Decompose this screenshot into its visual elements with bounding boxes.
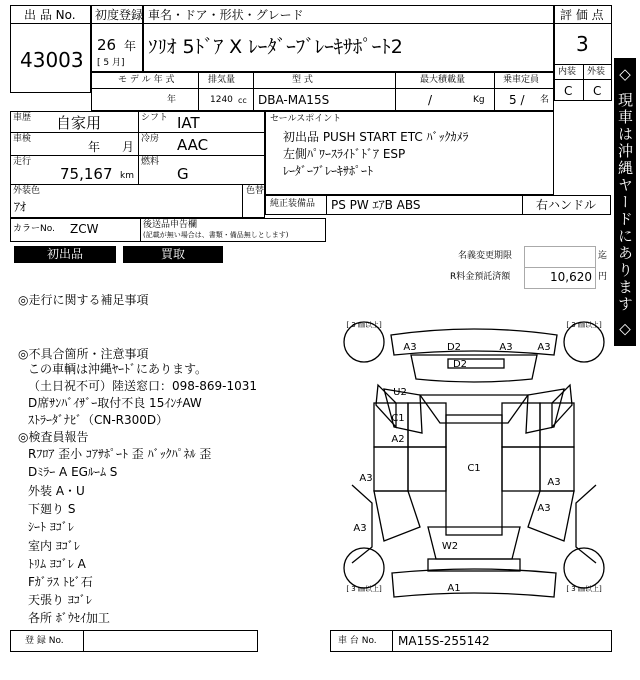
history-value: 自家用	[56, 114, 102, 132]
inspector-line-1: Rﾌﾛｱ 歪小 ｺｱｻﾎﾟｰﾄ 歪 ﾊﾞｯｸﾊﾟﾈﾙ 歪	[28, 447, 212, 461]
name-change-unit: 迄	[598, 251, 608, 261]
colorno-value: ZCW	[70, 222, 99, 236]
kg-unit: Kg	[473, 95, 485, 105]
mileage-label: 走行	[13, 157, 32, 167]
inspector-line-3: 外装 A・U	[28, 484, 85, 498]
colorno-label: カラーNo.	[13, 224, 55, 234]
inspection-label: 車検	[13, 134, 32, 144]
ext-color-label: 外装色	[13, 186, 41, 196]
insp-year: 年	[88, 140, 101, 154]
defect-heading: ◎不具合箇所・注意事項	[18, 347, 149, 361]
chassis-label: 車 台 No.	[338, 636, 377, 646]
defect-line-2: （土日祝不可）陸送窓口：098-869-1031	[28, 379, 258, 393]
inspector-line-6: 室内 ﾖｺﾞﾚ	[28, 539, 80, 553]
km-unit: km	[120, 171, 134, 181]
defect-line-1: この車輌は沖縄ﾔｰﾄﾞにあります。	[28, 362, 208, 376]
mark-fender-left: C1	[391, 413, 405, 424]
capacity-label: 乗車定員	[503, 75, 540, 85]
cc-unit: cc	[238, 96, 247, 105]
inspector-line-2: Dﾐﾗｰ A EGﾙｰﾑ S	[28, 465, 118, 479]
car-name: ｿﾘｵ 5ﾄﾞｱ X ﾚｰﾀﾞｰﾌﾞﾚｰｷｻﾎﾟｰﾄ2	[148, 36, 403, 58]
mark-quarter-left: A3	[353, 523, 367, 534]
mark-front-door-left: A2	[391, 434, 405, 445]
sales-label: セールスポイント	[270, 114, 342, 124]
defect-line-3: D席ｻﾝﾊﾞｲｻﾞｰ取付不良 15ｲﾝﾁAW	[28, 396, 202, 410]
lot-number: 43003	[20, 48, 84, 72]
equip-label: 純正装備品	[270, 199, 316, 209]
mark-front-corner-left: U2	[393, 387, 407, 398]
sales-line-1: 初出品 PUSH START ETC ﾊﾞｯｸｶﾒﾗ	[283, 130, 469, 144]
tire-label-rl: [ 3 ㎜以上]	[346, 585, 382, 593]
model-year-label: モ デ ル 年 式	[118, 75, 175, 85]
ac-value: AAC	[177, 136, 209, 154]
inspector-line-4: 下廻り S	[28, 502, 76, 516]
grade-label: 評 価 点	[560, 8, 604, 22]
ext-color-value: ｱｵ	[14, 200, 27, 214]
mark-side-left: A3	[359, 473, 373, 484]
exterior-label: 外装	[587, 67, 606, 77]
exterior-grade: C	[593, 84, 602, 98]
model-label: 型 式	[292, 75, 313, 85]
sales-line-2: 左側ﾊﾟﾜｰｽﾗｲﾄﾞﾄﾞｱ ESP	[283, 147, 406, 161]
inspector-heading: ◎検査員報告	[18, 430, 89, 444]
buy-bar: 買取	[123, 246, 223, 263]
interior-label: 内装	[558, 67, 577, 77]
inspector-line-10: 各所 ﾎﾞｳｾｲ加工	[28, 611, 110, 625]
load-value: /	[428, 93, 433, 107]
mark-rear-window: W2	[441, 541, 459, 552]
drive-heading: ◎走行に関する補足事項	[18, 293, 149, 307]
model-value: DBA-MA15S	[258, 93, 330, 107]
reg-label: 初度登録	[95, 8, 144, 22]
grade-value: 3	[576, 32, 589, 56]
displacement-label: 排気量	[208, 75, 236, 85]
name-change-box	[524, 246, 596, 268]
interior-grade: C	[564, 84, 573, 98]
insp-month: 月	[122, 140, 135, 154]
reg-month: [ 5 月]	[97, 58, 125, 68]
equip-value: PS PW ｴｱB ABS	[331, 198, 421, 212]
mark-front-bumper-far-right: A3	[537, 342, 551, 353]
reg-year: 26	[97, 36, 117, 54]
fuel-label: 燃料	[141, 157, 160, 167]
spec-year-unit: 年	[167, 95, 177, 105]
mark-rear-bumper: A1	[447, 583, 461, 594]
reg-no-label: 登 録 No.	[25, 636, 64, 646]
year-unit: 年	[124, 39, 137, 53]
shift-value: IAT	[177, 114, 200, 132]
mark-side-right: A3	[547, 477, 561, 488]
displacement-value: 1240	[210, 95, 233, 105]
sales-line-3: ﾚｰﾀﾞｰﾌﾞﾚｰｷｻﾎﾟｰﾄ	[283, 164, 374, 178]
docs-note: (記載が無い場合は、書類・備品無しとします)	[143, 231, 289, 239]
shift-label: シフト	[141, 113, 169, 123]
okinawa-side-banner: ◇ 現車は沖縄ヤードにあります ◇	[614, 58, 636, 346]
mark-roof: C1	[467, 463, 481, 474]
mark-front-bumper-center: D2	[446, 342, 462, 353]
history-label: 車歴	[13, 113, 32, 123]
tire-label-fl: [ 3 ㎜以上]	[346, 321, 382, 329]
mark-rear-door-right: A3	[537, 503, 551, 514]
mark-front-bumper-right: A3	[499, 342, 513, 353]
fuel-value: G	[177, 165, 189, 183]
mark-front-bumper-left: A3	[403, 342, 417, 353]
recycle-label: R料金預託済額	[450, 272, 511, 282]
defect-line-4: ｽﾄﾗｰﾀﾞﾅﾋﾞ（CN-R300D）	[28, 413, 169, 427]
ac-label: 冷房	[141, 134, 160, 144]
inspector-line-8: Fｶﾞﾗｽ ﾄﾋﾞ石	[28, 575, 93, 589]
name-change-label: 名義変更期限	[458, 251, 513, 261]
lot-label: 出 品 No.	[24, 8, 76, 22]
handle-value: 右ハンドル	[536, 198, 597, 212]
inspector-line-5: ｼｰﾄ ﾖｺﾞﾚ	[28, 520, 74, 534]
tire-label-rr: [ 3 ㎜以上]	[566, 585, 602, 593]
first-listing-bar: 初出品	[14, 246, 116, 263]
yen-unit: 円	[598, 272, 608, 282]
mileage-value: 75,167	[60, 165, 113, 183]
car-label: 車名・ドア・形状・グレード	[148, 8, 304, 22]
person-unit: 名	[540, 95, 550, 105]
tire-label-fr: [ 3 ㎜以上]	[566, 321, 602, 329]
inspector-line-9: 天張り ﾖｺﾞﾚ	[28, 593, 92, 607]
chassis-value: MA15S-255142	[398, 634, 490, 648]
max-load-label: 最大積載量	[420, 75, 466, 85]
docs-label: 後送品申告欄	[143, 220, 198, 230]
car-condition-diagram	[336, 315, 612, 600]
recycle-value: 10,620	[550, 270, 592, 284]
color-change-label: 色替	[246, 186, 265, 196]
inspector-line-7: ﾄﾘﾑ ﾖｺﾞﾚ A	[28, 557, 86, 571]
mark-grille: D2	[452, 359, 468, 370]
capacity-value: 5 /	[509, 93, 525, 107]
